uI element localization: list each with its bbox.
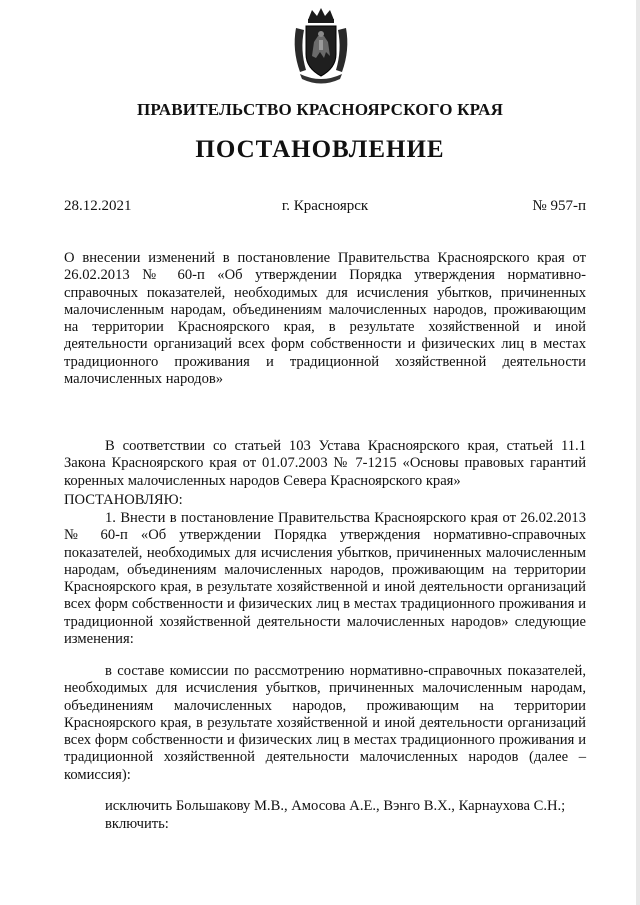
document-number: № 957-п bbox=[532, 198, 586, 214]
government-title: ПРАВИТЕЛЬСТВО КРАСНОЯРСКОГО КРАЯ bbox=[136, 100, 504, 119]
decree-word: ПОСТАНОВЛЯЮ: bbox=[64, 492, 183, 508]
legal-basis-paragraph: В соответствии со статьей 103 Устава Красноярского края, статьей 11.1 Закона Красноярского края от 01.07.2003 № 7-1215 «Основы правовых гарантий коренных малочисленных народов Севера Красноярского края» bbox=[64, 438, 586, 489]
document-meta-row bbox=[64, 198, 586, 218]
document-city: г. Красноярск bbox=[281, 198, 369, 214]
document-subject: О внесении изменений в постановление Правительства Красноярского края от 26.02.2013 № 60-п «Об утверждении Порядка утверждения нормативно-справочных показателей, необходимых для исчисления убытков, причиненных малочисленным народам, объединениям малочисленных народов, проживающим на территории Красноярского края, в результате хозяйственной и иной деятельности организаций всех форм собственности и физических лиц в местах традиционного проживания и традиционной хозяйственной деятельности малочисленных народов» bbox=[64, 250, 586, 388]
document-type-title: ПОСТАНОВЛЕНИЕ bbox=[195, 136, 445, 163]
exclude-members-line: исключить Большакову М.В., Амосова А.Е., Вэнго В.Х., Карнаухова С.Н.; bbox=[105, 798, 566, 814]
scan-edge-divider bbox=[636, 0, 640, 905]
include-members-line: включить: bbox=[105, 816, 169, 832]
commission-clause-paragraph: в составе комиссии по рассмотрению нормативно-справочных показателей, необходимых для исчисления убытков, причиненных малочисленным народам, объединениям малочисленных народов, проживающим на территории Красноярского края, в результате хозяйственной и иной деятельности организаций всех форм собственности и физических лиц в местах традиционного проживания и традиционной хозяйственной деятельности малочисленных народов (далее – комиссия): bbox=[64, 663, 586, 783]
document-date: 28.12.2021 bbox=[64, 198, 132, 214]
clause-1-paragraph: 1. Внести в постановление Правительства Красноярского края от 26.02.2013 № 60-п «Об утверждении Порядка утверждения нормативно-справочных показателей, необходимых для исчисления убытков, причиненных малочисленным народам, объединениям малочисленных народов, проживающим на территории Красноярского края, в результате хозяйственной и иной деятельности организаций всех форм собственности и физических лиц в местах традиционного проживания и традиционной хозяйственной деятельности малочисленных народов» следующие изменения: bbox=[64, 510, 586, 648]
krasnoyarsk-coat-of-arms-icon bbox=[290, 6, 352, 84]
